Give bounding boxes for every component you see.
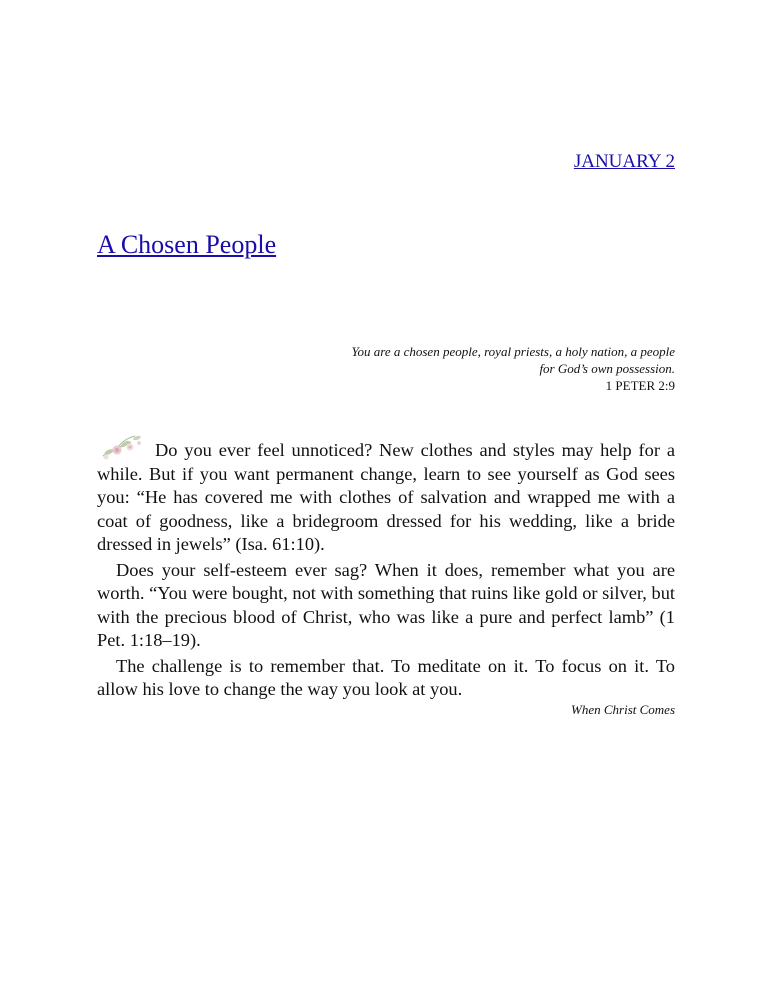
body-paragraph [97, 432, 675, 557]
epigraph-reference: 1 PETER 2:9 [605, 378, 675, 393]
body-paragraph: The challenge is to remember that. To meditate on it. To focus on it. To allow his love to change the way you look at you. [97, 655, 675, 699]
date-link[interactable]: JANUARY 2 [573, 151, 675, 172]
source-attribution: When Christ Comes [571, 702, 675, 717]
devotional-body [97, 432, 675, 704]
body-paragraph: Does your self-esteem ever sag? When it does, remember what you are worth. “You were bought, not with something that ruins like gold or silver, but with the precious blood of Christ, who was like a pure and perfect lamb” (1 Pet. 1:18–19). [97, 559, 675, 650]
page-title[interactable]: A Chosen People [97, 230, 277, 259]
epigraph [345, 343, 675, 394]
flower-ornament-icon [97, 432, 147, 462]
body-paragraph-text: Do you ever feel unnoticed? New clothes and styles may help for a while. But if you want permanent change, learn to see yourself as God sees you: “He has covered me with clothes of salvation and wrapped me with a coat of goodness, like a bridegroom dressed for his wedding, like a bride dressed in jewels” (Isa. 61:10). [97, 440, 675, 554]
epigraph-verse: You are a chosen people, royal priests, a holy nation, a people for God’s own possession. [351, 344, 675, 376]
